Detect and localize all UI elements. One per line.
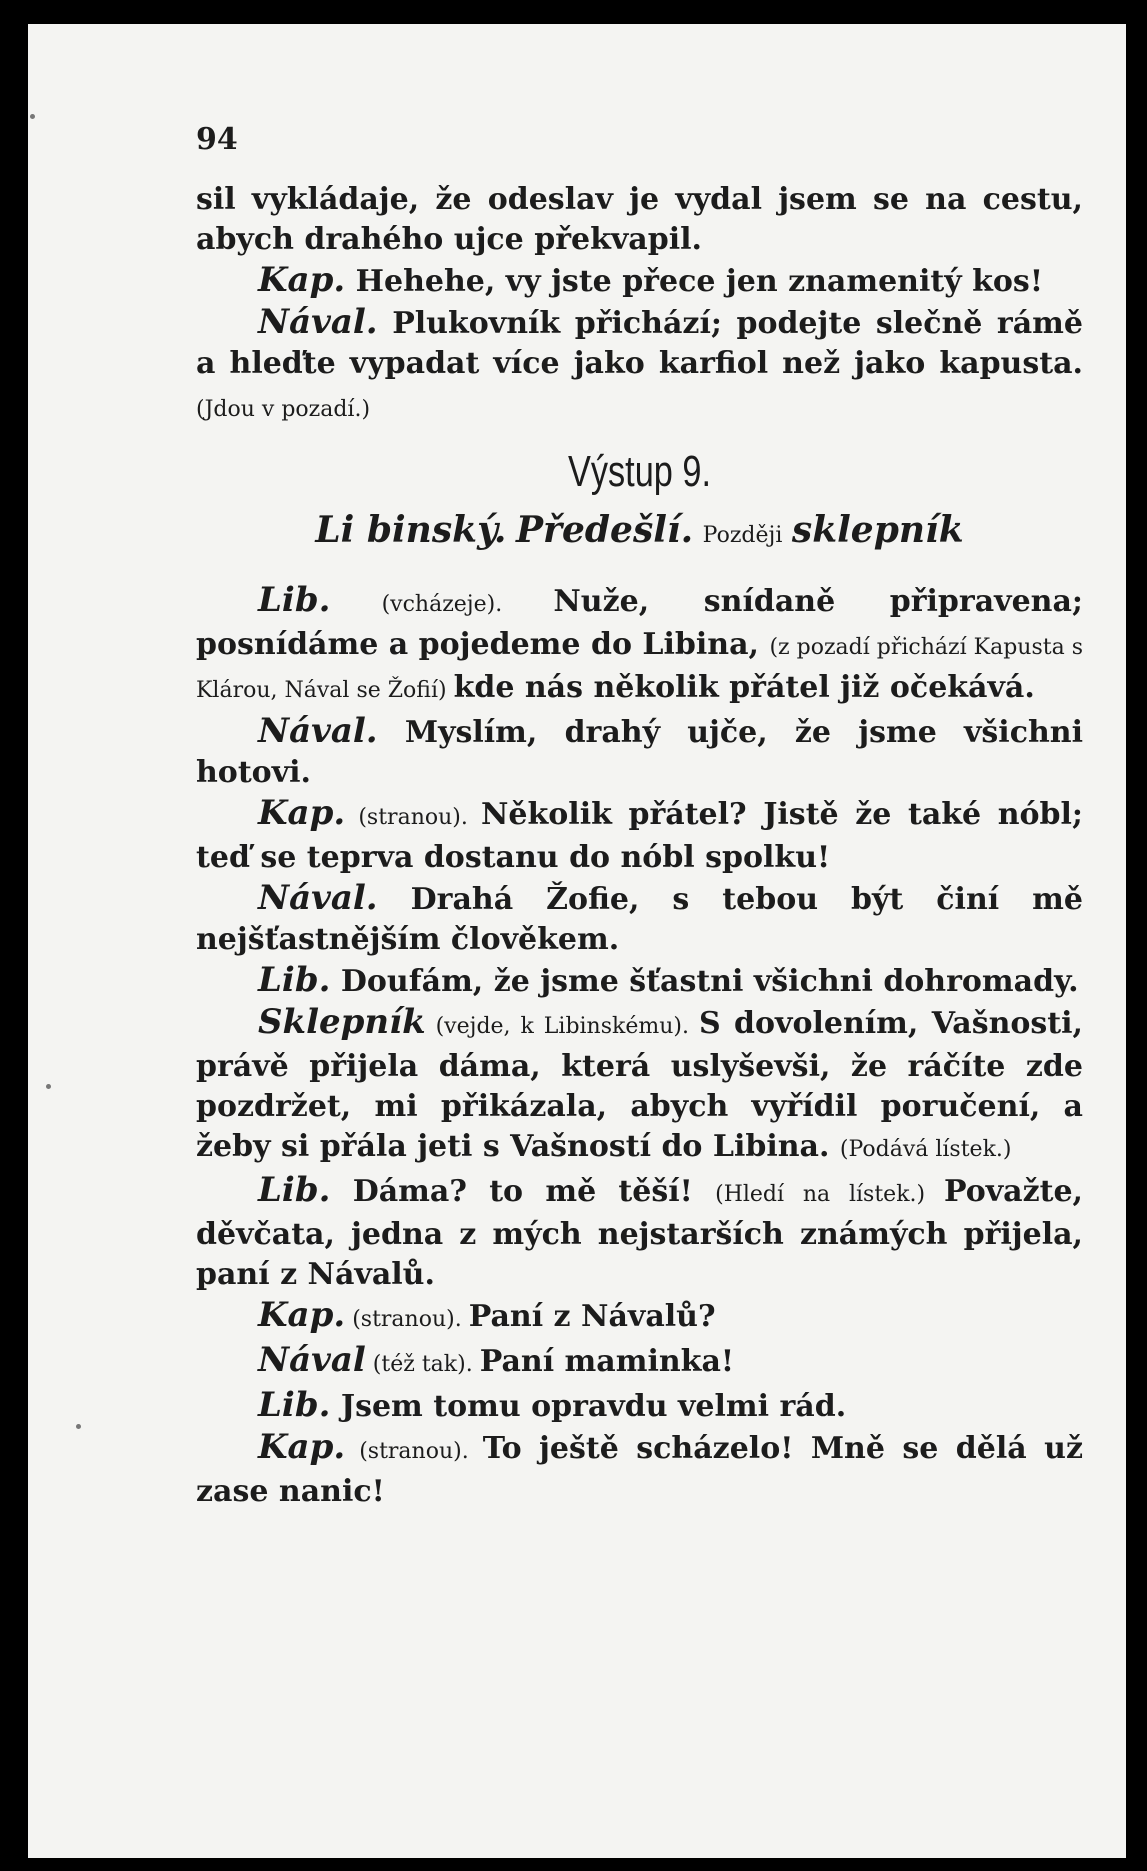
speech-text: Dáma? to mě těší! <box>330 1174 716 1209</box>
speaker-name: Lib. <box>258 1170 331 1210</box>
speech-text: kde nás několik přátel již očekává. <box>453 670 1035 705</box>
speech-paragraph <box>196 878 1083 960</box>
stage-direction: (též tak). <box>365 1352 480 1377</box>
speech-paragraph <box>196 711 1083 793</box>
scene-person: sklepník <box>791 509 964 551</box>
speaker-name: Sklepník <box>258 1002 426 1042</box>
stage-direction: (Hledí na lístek.) <box>715 1182 944 1207</box>
scene-person: Předešlí. <box>515 509 694 551</box>
speech-text: To ještě scházelo! Mně se dělá už zase nanic! <box>196 1431 1083 1509</box>
speaker-name: Lib. <box>258 960 331 1000</box>
scene-title: Výstup 9. <box>567 447 712 496</box>
speech-text: Paní z Návalů? <box>468 1299 716 1334</box>
stage-direction: (Jdou v pozadí.) <box>196 397 371 422</box>
speech-paragraph <box>196 793 1083 878</box>
speech-text: Hehehe, vy jste přece jen znamenitý kos! <box>345 264 1043 299</box>
page-number: 94 <box>196 122 238 157</box>
stage-direction: (stranou). <box>345 1307 469 1332</box>
speech-paragraph <box>196 302 1083 430</box>
page-text <box>196 120 1083 1512</box>
book-page <box>28 24 1126 1858</box>
speech-paragraph <box>196 260 1083 302</box>
speech-paragraph <box>196 1385 1083 1427</box>
stage-direction: (vejde, k Libinskému). <box>425 1014 699 1039</box>
page-speck <box>76 1424 81 1429</box>
speech-text: Doufám, že jsme šťastni všichni dohromady. <box>330 964 1079 999</box>
speaker-name: Kap. <box>258 1427 346 1467</box>
speaker-name: Kap. <box>258 1295 346 1335</box>
scene-person: Li binský. <box>315 509 507 551</box>
speech-text: Paní maminka! <box>479 1344 735 1379</box>
speech-text: Jsem tomu opravdu velmi rád. <box>330 1389 847 1424</box>
speech-paragraph <box>196 1002 1083 1170</box>
speech-paragraph <box>196 1170 1083 1295</box>
speech-text: Nuže, snídaně připravena; posnídáme a pojedeme do Libina, <box>196 584 1083 662</box>
speaker-name: Lib. <box>258 1385 331 1425</box>
speech-text: S dovolením, Vašnosti, právě přijela dáma, která uslyševši, že ráčíte zde pozdržet, mi přikázala, abych vyřídil poručení, a žeby si přála jeti s Vašností do Libina. <box>196 1006 1084 1164</box>
speaker-name: Kap. <box>258 793 346 833</box>
page-speck <box>46 1084 51 1089</box>
speech-text: Drahá Žofie, s tebou být činí mě nejšťastnějším člověkem. <box>196 882 1083 957</box>
scene-later-note: Později <box>702 523 783 548</box>
speech-paragraph <box>196 1427 1083 1512</box>
speech-paragraph <box>196 580 1083 711</box>
speech-paragraph <box>196 960 1083 1002</box>
stage-direction: (Podává lístek.) <box>839 1137 1012 1162</box>
speech-text: Plukovník přichází; podejte slečně rámě a hleďte vypadat více jako karfiol než jako kapusta. <box>196 306 1083 381</box>
pre-scene-dialogue <box>196 260 1083 430</box>
speech-text: Myslím, drahý ujče, že jsme všichni hotovi. <box>196 715 1083 790</box>
scene-dialogue <box>196 580 1083 1512</box>
stage-direction: (stranou). <box>345 1439 483 1464</box>
speaker-name: Nával. <box>258 878 378 918</box>
speech-text: Několik přátel? Jistě že také nóbl; teď se teprva dostanu do nóbl spolku! <box>196 797 1083 875</box>
opening-paragraph: sil vykládaje, že odeslav je vydal jsem se na cestu, abych drahého ujce překvapil. <box>196 182 1083 257</box>
speaker-name: Nával. <box>258 302 378 342</box>
stage-direction: (vcházeje). <box>330 592 554 617</box>
stage-direction: (stranou). <box>345 805 481 830</box>
speaker-name: Nával. <box>258 711 378 751</box>
page-speck <box>30 114 35 119</box>
speech-paragraph <box>196 1295 1083 1340</box>
speaker-name: Kap. <box>258 260 346 300</box>
speech-text: Považte, děvčata, jedna z mých nejstarších známých přijela, paní z Návalů. <box>196 1174 1083 1292</box>
scene-persons <box>196 504 1083 562</box>
speech-paragraph <box>196 1340 1083 1385</box>
speaker-name: Nával <box>258 1340 366 1380</box>
stage-direction: (z pozadí přichází Kapusta s Klárou, Nával se Žofií) <box>196 635 1084 703</box>
speaker-name: Lib. <box>258 580 331 620</box>
